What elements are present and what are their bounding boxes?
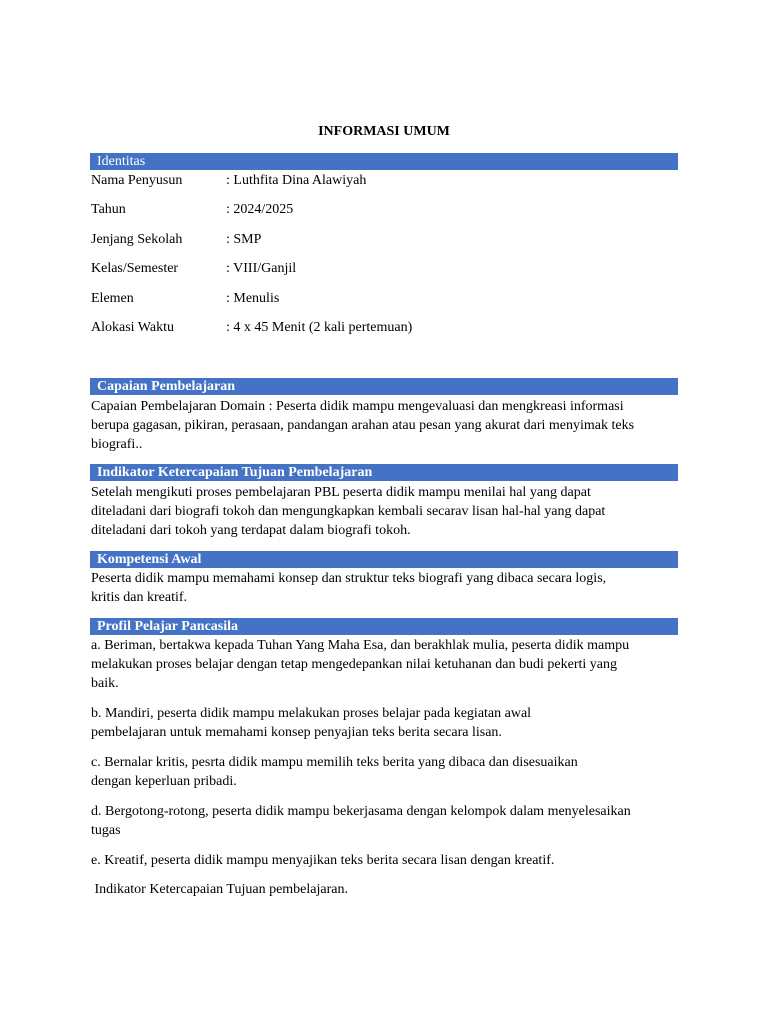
profil-item (91, 753, 681, 791)
identitas-label: Tahun (91, 202, 126, 217)
paragraph-line: melakukan proses belajar dengan tetap mengedepankan nilai ketuhanan dan budi pekerti yang (91, 657, 617, 672)
paragraph-line: c. Bernalar kritis, pesrta didik mampu memilih teks berita yang dibaca dan disesuaikan (91, 755, 578, 770)
identitas-value: : 2024/2025 (226, 202, 294, 217)
kompetensi-heading: Kompetensi Awal (90, 551, 678, 568)
paragraph-line: Peserta didik mampu memahami konsep dan struktur teks biografi yang dibaca secara logis, (91, 571, 607, 586)
paragraph-line: b. Mandiri, peserta didik mampu melakukan proses belajar pada kegiatan awal (91, 706, 532, 721)
identitas-label: Nama Penyusun (91, 173, 183, 188)
identitas-label: Alokasi Waktu (91, 320, 174, 335)
paragraph-line: biografi.. (91, 437, 143, 452)
indikator-paragraph (91, 483, 681, 540)
identitas-label: Kelas/Semester (91, 261, 179, 276)
identitas-value: : 4 x 45 Menit (2 kali pertemuan) (226, 320, 413, 335)
identitas-value: : Menulis (226, 291, 280, 306)
profil-item (91, 636, 681, 693)
paragraph-line: a. Beriman, bertakwa kepada Tuhan Yang Maha Esa, dan berakhlak mulia, peserta didik mampu (91, 638, 630, 653)
identitas-label: Jenjang Sekolah (91, 232, 183, 247)
paragraph-line: diteladani dari biografi tokoh dan mengungkapkan kembali secarav lisan hal-hal yang dapat (91, 504, 606, 519)
paragraph-line: Setelah mengikuti proses pembelajaran PBL peserta didik mampu menilai hal yang dapat (91, 485, 591, 500)
paragraph-line: Capaian Pembelajaran Domain : Peserta didik mampu mengevaluasi dan mengkreasi informasi (91, 399, 624, 414)
profil-item (91, 802, 681, 840)
paragraph-line: dengan keperluan pribadi. (91, 774, 237, 789)
capaian-paragraph (91, 397, 681, 454)
paragraph-line: diteladani dari tokoh yang terdapat dalam biografi tokoh. (91, 523, 411, 538)
paragraph-line: pembelajaran untuk memahami konsep penyajian teks berita secara lisan. (91, 725, 502, 740)
identitas-value: : Luthfita Dina Alawiyah (226, 173, 367, 188)
identitas-heading: Identitas (90, 153, 678, 170)
closing-line: Indikator Ketercapaian Tujuan pembelajaran. (91, 882, 348, 897)
page-title: INFORMASI UMUM (318, 124, 450, 139)
identitas-value: : SMP (226, 232, 262, 247)
paragraph-line: berupa gagasan, pikiran, perasaan, pandangan arahan atau pesan yang akurat dari menyimak teks (91, 418, 635, 433)
identitas-label: Elemen (91, 291, 134, 306)
profil-item (91, 704, 681, 742)
identitas-value: : VIII/Ganjil (226, 261, 297, 276)
profil-item (91, 851, 681, 870)
profil-heading: Profil Pelajar Pancasila (90, 618, 678, 635)
paragraph-line: e. Kreatif, peserta didik mampu menyajikan teks berita secara lisan dengan kreatif. (91, 853, 555, 868)
kompetensi-paragraph (91, 569, 681, 607)
indikator-heading: Indikator Ketercapaian Tujuan Pembelajaran (90, 464, 678, 481)
paragraph-line: d. Bergotong-rotong, peserta didik mampu bekerjasama dengan kelompok dalam menyelesaikan (91, 804, 631, 819)
paragraph-line: tugas (91, 823, 121, 838)
capaian-heading: Capaian Pembelajaran (90, 378, 678, 395)
paragraph-line: kritis dan kreatif. (91, 590, 188, 605)
paragraph-line: baik. (91, 676, 119, 691)
